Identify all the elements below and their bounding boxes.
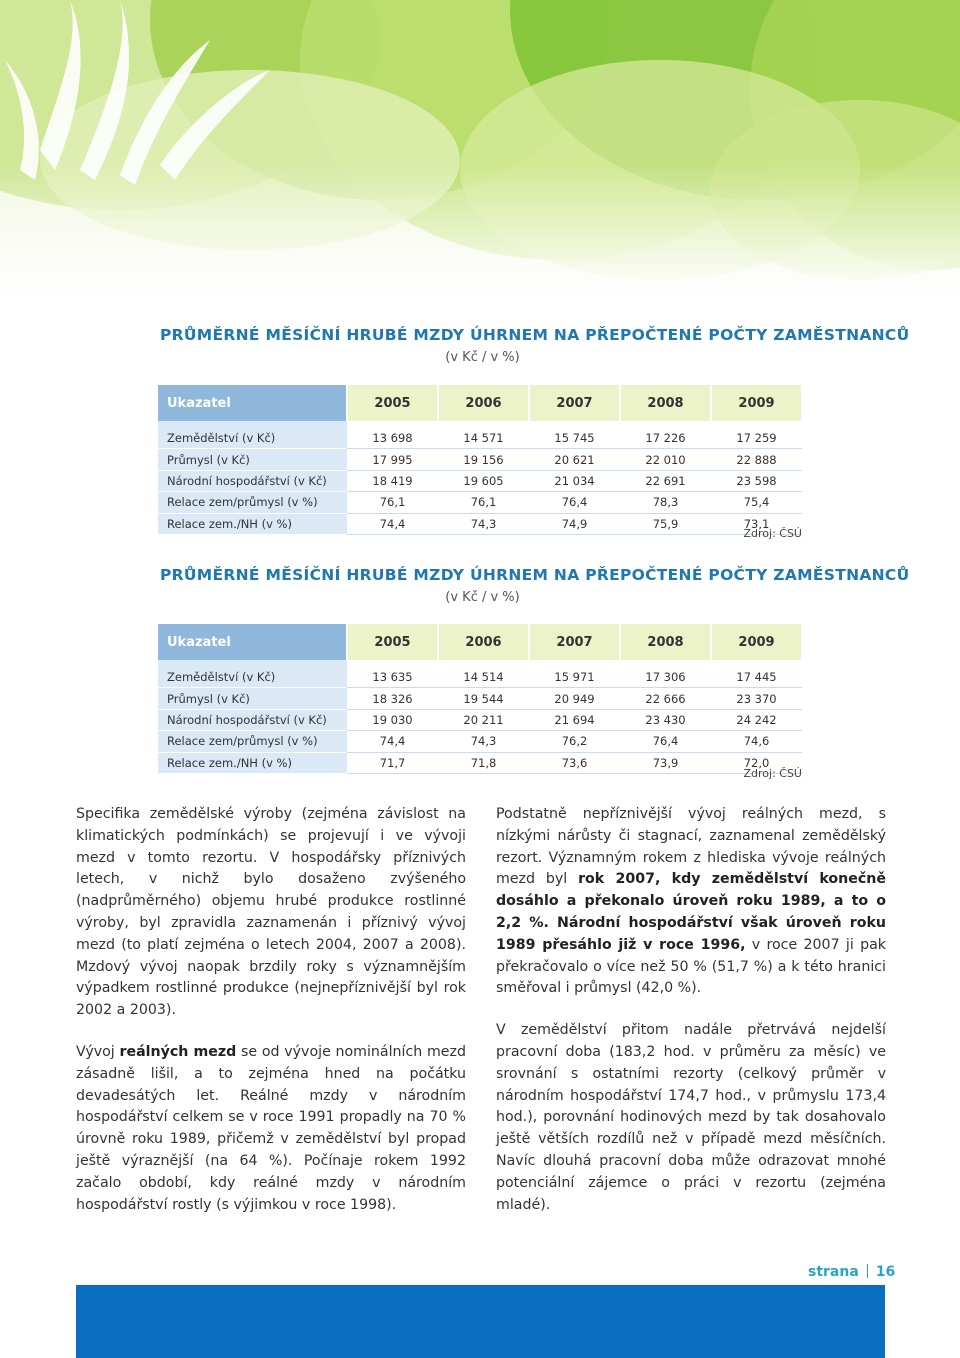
header-year: 2005 [347, 624, 438, 660]
paragraph [496, 804, 886, 1000]
table-row [158, 709, 802, 730]
table-cell: 19 544 [438, 688, 529, 709]
table-cell: 76,2 [529, 731, 620, 752]
table-cell: 14 514 [438, 667, 529, 688]
table-cell: 18 419 [347, 470, 438, 491]
text: Podstatně nepříznivější vývoj reálných mezd, s nízkými nárůsty či stagnací, zaznamenal zemědělský rezort. Významným rokem z hlediska vývoje reálných mezd byl [496, 806, 886, 888]
header-year: 2009 [711, 624, 802, 660]
wage-table-1 [158, 385, 803, 535]
text: v roce 2007 ji pak překračovalo o více než 50 % (51,7 %) a k této hranici směřoval i průmysl (42,0 %). [496, 936, 886, 997]
table-cell: 71,7 [347, 752, 438, 773]
table-cell: 22 691 [620, 470, 711, 491]
table-cell: 19 156 [438, 449, 529, 470]
header-year: 2007 [529, 624, 620, 660]
table-row [158, 492, 802, 513]
row-label: Průmysl (v Kč) [158, 688, 347, 709]
table-cell: 78,3 [620, 492, 711, 513]
table-cell: 21 034 [529, 470, 620, 491]
table-cell: 22 888 [711, 449, 802, 470]
table-row [158, 752, 802, 773]
text: Specifika zemědělské výroby (zejména závislost na klimatických podmínkách) se projevují i ve vývoji mezd v tomto rezortu. V hospodářsky příznivých letech, v nichž bylo dosaženo zvýšeného (nadprůměrného) objemu hrubé produkce rostlinné výroby, byl zpravidla zaznamenán i příznivý vývoj mezd (to platí zejména o letech 2004, 2007 a 2008). Mzdový vývoj naopak brzdily roky s významnějším výpadkem rostlinné produkce (nejnepříznivější byl rok 2002 a 2003). [76, 806, 466, 1019]
table-cell: 76,4 [620, 731, 711, 752]
header-year: 2006 [438, 624, 529, 660]
table-subtitle: (v Kč / v %) [445, 590, 520, 605]
page-number-value: 16 [875, 1264, 896, 1280]
row-label: Zemědělství (v Kč) [158, 667, 347, 688]
table-cell: 15 745 [529, 428, 620, 449]
source-note: Zdroj: ČSÚ [743, 767, 802, 780]
table-row [158, 428, 802, 449]
table-cell: 73,9 [620, 752, 711, 773]
footer-bar [76, 1285, 885, 1358]
table-cell: 73,6 [529, 752, 620, 773]
table-row [158, 513, 802, 534]
table-cell: 76,1 [347, 492, 438, 513]
table-cell: 22 010 [620, 449, 711, 470]
table-cell: 22 666 [620, 688, 711, 709]
text: se od vývoje nominálních mezd zásadně lišil, a to zejména hned na počátku devadesátých let. Reálné mzdy v národním hospodářství celkem se v roce 1991 propadly na 70 % úrovně roku 1989, přičemž v zemědělství byl propad ještě výraznější (na 64 %). Počínaje rokem 1992 začalo období, kdy reálné mzdy v národním hospodářství rostly (s výjimkou v roce 1998). [76, 1043, 466, 1213]
header-year: 2006 [438, 385, 529, 421]
table-subtitle: (v Kč / v %) [445, 350, 520, 365]
table-cell: 23 370 [711, 688, 802, 709]
table-cell: 17 445 [711, 667, 802, 688]
header-ukazatel: Ukazatel [158, 385, 347, 421]
source-note: Zdroj: ČSÚ [743, 527, 802, 540]
paragraph [496, 1020, 886, 1216]
table-cell: 17 259 [711, 428, 802, 449]
table-cell: 20 621 [529, 449, 620, 470]
row-label: Relace zem/průmysl (v %) [158, 731, 347, 752]
header-year: 2008 [620, 385, 711, 421]
table-cell: 76,4 [529, 492, 620, 513]
table-cell: 74,6 [711, 731, 802, 752]
left-text-column [76, 804, 466, 1236]
header-year: 2005 [347, 385, 438, 421]
header-year: 2007 [529, 385, 620, 421]
page-label: strana [808, 1264, 859, 1280]
table-row [158, 688, 802, 709]
table-cell: 13 635 [347, 667, 438, 688]
table-title: PRŮMĚRNÉ MĚSÍČNÍ HRUBÉ MZDY ÚHRNEM NA PŘEPOČTENÉ POČTY ZAMĚSTNANCŮ [160, 326, 910, 344]
table-cell: 20 949 [529, 688, 620, 709]
header-year: 2009 [711, 385, 802, 421]
table-cell: 14 571 [438, 428, 529, 449]
table-cell: 23 430 [620, 709, 711, 730]
row-label: Zemědělství (v Kč) [158, 428, 347, 449]
text: V zemědělství přitom nadále přetrvává nejdelší pracovní doba (183,2 hod. v průměru za měsíc) ve srovnání s ostatními rezorty (celkový průměr v národním hospodářství 174,7 hod., v průmyslu 173,4 hod.), porovnání hodinových mezd by tak dosahovalo ještě větších rozdílů než v případě mezd měsíčních. Navíc dlouhá pracovní doba může odrazovat mnohé potenciální zájemce o práci v rezortu (zejména mladé). [496, 1022, 886, 1213]
table-cell: 17 226 [620, 428, 711, 449]
table-cell: 24 242 [711, 709, 802, 730]
row-label: Relace zem/průmysl (v %) [158, 492, 347, 513]
table-cell: 15 971 [529, 667, 620, 688]
table-cell: 18 326 [347, 688, 438, 709]
table-cell: 13 698 [347, 428, 438, 449]
table-header-row [158, 385, 802, 421]
table-row [158, 470, 802, 491]
table-cell: 19 605 [438, 470, 529, 491]
table-cell: 71,8 [438, 752, 529, 773]
bold-text: rok 2007, kdy zemědělství konečně dosáhlo a překonalo úroveň roku 1989, a to o 2,2 %. Národní hospodářství však úroveň roku 1989 přesáhlo již v roce 1996, [496, 871, 886, 953]
table-title: PRŮMĚRNÉ MĚSÍČNÍ HRUBÉ MZDY ÚHRNEM NA PŘEPOČTENÉ POČTY ZAMĚSTNANCŮ [160, 566, 910, 584]
row-label: Průmysl (v Kč) [158, 449, 347, 470]
table-cell: 75,4 [711, 492, 802, 513]
bold-text: reálných mezd [119, 1043, 237, 1060]
table-cell: 74,4 [347, 731, 438, 752]
table-cell: 19 030 [347, 709, 438, 730]
table-cell: 74,3 [438, 731, 529, 752]
table-row [158, 731, 802, 752]
row-label: Národní hospodářství (v Kč) [158, 709, 347, 730]
row-label: Relace zem./NH (v %) [158, 513, 347, 534]
row-label: Relace zem./NH (v %) [158, 752, 347, 773]
header-year: 2008 [620, 624, 711, 660]
page-number [808, 1264, 895, 1280]
table-row [158, 667, 802, 688]
row-label: Národní hospodářství (v Kč) [158, 470, 347, 491]
header-ukazatel: Ukazatel [158, 624, 347, 660]
paragraph [76, 1042, 466, 1216]
leaf-decoration [0, 0, 960, 300]
table-header-row [158, 624, 802, 660]
table-cell: 73,1 [711, 513, 802, 534]
table-cell: 21 694 [529, 709, 620, 730]
right-text-column [496, 804, 886, 1236]
table-cell: 17 995 [347, 449, 438, 470]
table-cell: 20 211 [438, 709, 529, 730]
table-cell: 72,0 [711, 752, 802, 773]
wage-table-2 [158, 624, 803, 774]
table-cell: 23 598 [711, 470, 802, 491]
table-cell: 74,9 [529, 513, 620, 534]
table-cell: 74,3 [438, 513, 529, 534]
table-row [158, 449, 802, 470]
table-cell: 17 306 [620, 667, 711, 688]
text: Vývoj [76, 1043, 120, 1060]
table-cell: 76,1 [438, 492, 529, 513]
table-cell: 74,4 [347, 513, 438, 534]
paragraph [76, 804, 466, 1022]
table-cell: 75,9 [620, 513, 711, 534]
